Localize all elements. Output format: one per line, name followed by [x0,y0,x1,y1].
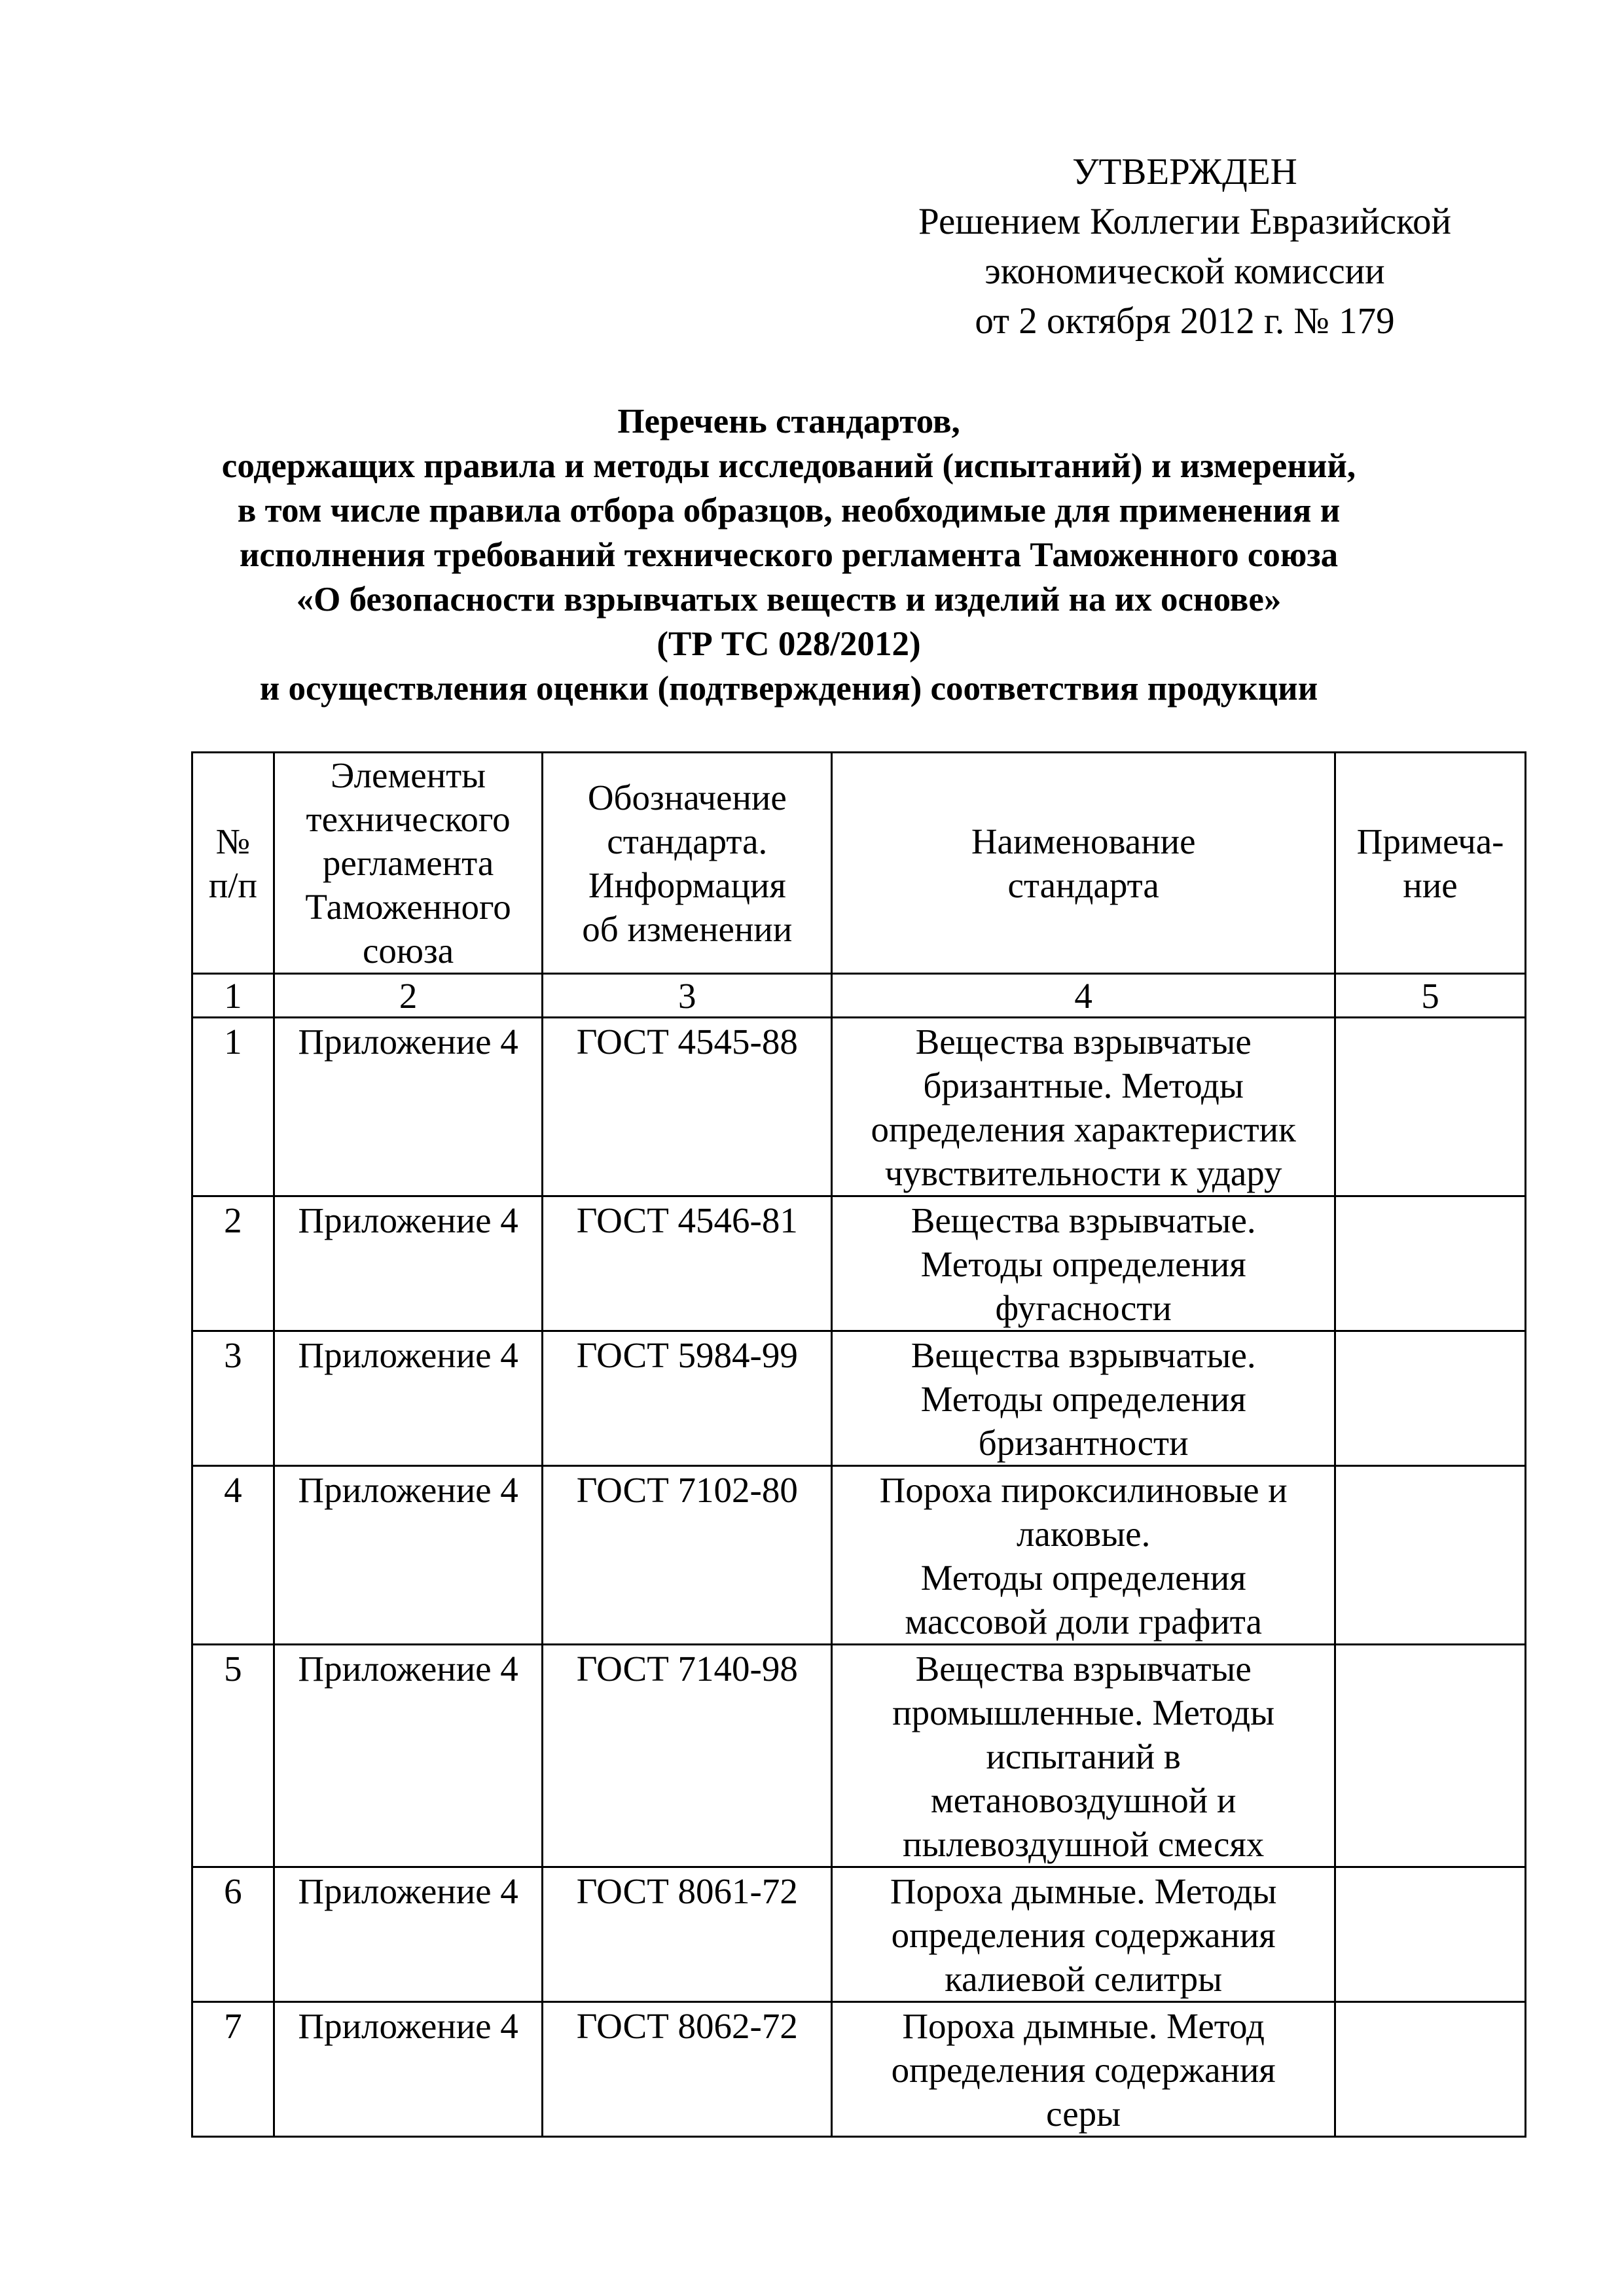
standard-name-line: бризантности [978,1423,1189,1463]
standard-name-line: лаковые. [1016,1514,1151,1554]
row-standard-name [832,1867,1335,2002]
table-row [192,1196,1526,1331]
row-standard-name [832,2002,1335,2137]
row-note [1335,2002,1526,2137]
row-standard-name [832,1018,1335,1196]
row-element: Приложение 4 [274,1196,543,1331]
column-number: 4 [832,974,1335,1018]
row-note [1335,1331,1526,1466]
row-standard-name [832,1645,1335,1867]
standard-name-line: серы [1046,2094,1121,2134]
row-element: Приложение 4 [274,1645,543,1867]
row-element: Приложение 4 [274,1867,543,2002]
column-number: 3 [543,974,832,1018]
column-number: 5 [1335,974,1526,1018]
document-title [164,399,1414,711]
header-note: Примеча- ние [1335,753,1526,974]
table-row [192,1331,1526,1466]
standards-table [191,751,1526,2138]
standard-name-line: определения содержания [891,1915,1276,1955]
row-standard-name [832,1331,1335,1466]
title-line: «О безопасности взрывчатых веществ и изделий на их основе» [296,581,1282,619]
approval-line: Решением Коллегии Евразийской [918,201,1451,242]
standard-name-line: бризантные. Методы [923,1066,1244,1105]
row-number: 7 [192,2002,274,2137]
row-designation: ГОСТ 4546-81 [543,1196,832,1331]
standard-name-line: чувствительности к удару [884,1153,1282,1193]
row-note [1335,1018,1526,1196]
standard-name-line: фугасности [995,1288,1172,1328]
standard-name-line: определения характеристик [871,1109,1296,1149]
row-element: Приложение 4 [274,1018,543,1196]
table-row [192,1645,1526,1867]
table-body [192,1018,1526,2137]
title-line: в том числе правила отбора образцов, необходимые для применения и [237,492,1341,529]
row-number: 6 [192,1867,274,2002]
table-header-row [192,753,1526,974]
standard-name-line: пылевоздушной смесях [903,1824,1265,1864]
standard-name-line: калиевой селитры [945,1959,1223,1999]
standard-name-line: Вещества взрывчатые. [911,1200,1256,1240]
row-note [1335,1867,1526,2002]
title-line: Перечень стандартов, [617,403,960,440]
table-row [192,1867,1526,2002]
approval-block [871,147,1499,346]
table-row [192,1018,1526,1196]
row-number: 4 [192,1466,274,1645]
standard-name-line: Вещества взрывчатые. [911,1335,1256,1375]
table-row [192,2002,1526,2137]
row-designation: ГОСТ 7140-98 [543,1645,832,1867]
row-designation: ГОСТ 8061-72 [543,1867,832,2002]
header-designation: Обозначение стандарта. Информация об изменении [543,753,832,974]
header-elements: Элементы технического регламента Таможенного союза [274,753,543,974]
row-number: 3 [192,1331,274,1466]
row-designation: ГОСТ 7102-80 [543,1466,832,1645]
title-line: (ТР ТС 028/2012) [657,625,921,663]
column-number: 2 [274,974,543,1018]
row-designation: ГОСТ 5984-99 [543,1331,832,1466]
standard-name-line: массовой доли графита [905,1602,1262,1641]
row-standard-name [832,1466,1335,1645]
standard-name-line: Пороха дымные. Метод [902,2006,1265,2046]
standard-name-line: промышленные. Методы [892,1693,1275,1732]
column-number: 1 [192,974,274,1018]
standard-name-line: испытаний в [986,1736,1181,1776]
standard-name-line: метановоздушной и [930,1780,1236,1820]
standard-name-line: Вещества взрывчатые [915,1649,1252,1689]
row-note [1335,1466,1526,1645]
column-number-row [192,974,1526,1018]
approval-date: от 2 октября 2012 г. № 179 [975,300,1395,342]
row-designation: ГОСТ 4545-88 [543,1018,832,1196]
approval-line: экономической комиссии [984,251,1385,292]
row-note [1335,1645,1526,1867]
header-name: Наименование стандарта [832,753,1335,974]
standard-name-line: Методы определения [920,1558,1246,1598]
row-designation: ГОСТ 8062-72 [543,2002,832,2137]
row-element: Приложение 4 [274,1466,543,1645]
row-number: 5 [192,1645,274,1867]
standard-name-line: Методы определения [920,1379,1246,1419]
standard-name-line: определения содержания [891,2050,1276,2090]
approval-heading: УТВЕРЖДЕН [1072,151,1297,192]
row-element: Приложение 4 [274,1331,543,1466]
standard-name-line: Методы определения [920,1244,1246,1284]
standard-name-line: Вещества взрывчатые [915,1022,1252,1062]
standard-name-line: Пороха пироксилиновые и [879,1470,1288,1510]
row-number: 1 [192,1018,274,1196]
row-standard-name [832,1196,1335,1331]
title-line: и осуществления оценки (подтверждения) соответствия продукции [259,670,1318,708]
title-line: исполнения требований технического регламента Таможенного союза [239,536,1339,574]
standard-name-line: Пороха дымные. Методы [890,1871,1277,1911]
header-num: № п/п [192,753,274,974]
table-row [192,1466,1526,1645]
row-note [1335,1196,1526,1331]
row-number: 2 [192,1196,274,1331]
row-element: Приложение 4 [274,2002,543,2137]
title-line: содержащих правила и методы исследований (испытаний) и измерений, [221,447,1356,485]
